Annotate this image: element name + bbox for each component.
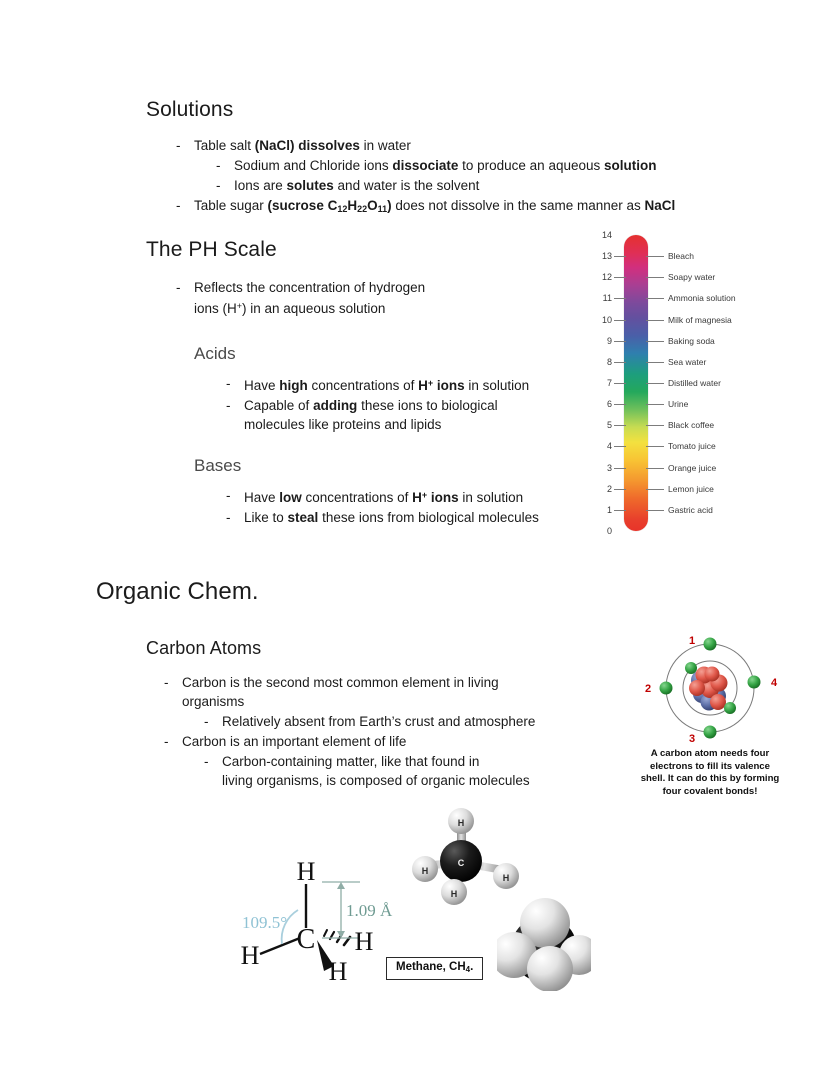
ph-tick-right [646, 298, 664, 299]
ph-substance-label: Black coffee [668, 420, 715, 431]
ph-substance-label: Tomato juice [668, 441, 716, 452]
valence-number-3: 3 [688, 733, 696, 745]
bullet-dash: - [176, 280, 181, 295]
ph-axis-number: 8 [606, 356, 612, 367]
list-item [164, 673, 616, 711]
ph-substance-label: Bleach [668, 251, 694, 262]
list-item [176, 196, 746, 219]
ph-tick-left [614, 383, 626, 384]
carbon-label: C [457, 858, 465, 868]
bullet-text: Have low concentrations of H+ ions in solution [244, 490, 524, 505]
ph-tick-left [614, 489, 626, 490]
bullet-text: Have high concentrations of H+ ions in solution [244, 378, 530, 393]
ph-scale-heading: The PH Scale [146, 238, 277, 261]
caption-line: electrons to fill its valence [650, 760, 770, 772]
ph-tick-right [646, 362, 664, 363]
ph-tick-right [646, 256, 664, 257]
bullet-dash: - [216, 158, 221, 173]
bullet-text: Carbon is an important element of life [182, 734, 407, 749]
subsection-carbon-atoms [146, 638, 616, 790]
methane-label-box [386, 957, 483, 980]
ph-tick-right [646, 489, 664, 490]
ph-tick-left [614, 468, 626, 469]
list-item [226, 508, 566, 527]
ph-axis-number: 1 [606, 504, 612, 515]
ph-axis-number: 12 [601, 272, 612, 283]
intro-line-1: Reflects the concentration of hydrogen [194, 280, 426, 295]
ph-axis-number: 9 [606, 335, 612, 346]
ph-axis-number: 7 [606, 378, 612, 388]
ph-tick-right [646, 468, 664, 469]
ph-tick-left [614, 341, 626, 342]
ph-tick-left [614, 510, 626, 511]
ph-substance-label: Milk of magnesia [668, 314, 732, 325]
bullet-dash: - [176, 138, 181, 153]
bullet-dash: - [226, 398, 231, 413]
bases-group [194, 456, 566, 527]
ph-tick-left [614, 425, 626, 426]
bullet-text: Sodium and Chloride ions dissociate to produce an aqueous solution [234, 158, 657, 173]
valence-electron-icon-3 [704, 726, 717, 739]
list-item [216, 176, 746, 195]
ph-axis-number: 6 [606, 399, 612, 410]
bullet-dash: - [176, 198, 181, 213]
ph-tick-right [646, 425, 664, 426]
ph-tick-right [646, 383, 664, 384]
ph-substance-label: Gastric acid [668, 504, 713, 515]
methane-structural-formula [238, 840, 408, 980]
atom-h-bottom: H [328, 957, 348, 980]
bullet-dash: - [204, 754, 209, 769]
list-item [204, 752, 616, 790]
bullet-dash: - [226, 376, 231, 391]
ph-axis-number: 4 [606, 441, 612, 452]
list-item [226, 486, 566, 507]
methane-space-filling-model [497, 897, 591, 991]
hydrogen-label: H [450, 889, 458, 899]
section-ph-scale [146, 238, 566, 527]
valence-electron-icon-2 [660, 682, 673, 695]
atom-h-top: H [296, 857, 316, 886]
ph-substance-label: Orange juice [668, 462, 717, 473]
ph-axis-number: 0 [606, 526, 612, 536]
section-organic-chem [96, 578, 616, 606]
bullet-dash: - [226, 488, 231, 503]
ph-axis-number: 11 [602, 293, 612, 304]
methane-ball-and-stick-model [412, 806, 520, 906]
bullet-dash: - [164, 734, 169, 749]
list-item [176, 136, 746, 155]
nucleus-icon [689, 667, 728, 711]
ph-axis-number: 2 [606, 483, 612, 494]
caption-line: A carbon atom needs four [650, 748, 770, 759]
list-item [226, 374, 566, 395]
list-item [164, 732, 616, 751]
bullet-text: Carbon is the second most common element in living organisms [182, 675, 499, 709]
ph-substance-label: Distilled water [668, 378, 721, 388]
valence-number-1: 1 [688, 635, 696, 647]
bullet-dash: - [226, 510, 231, 525]
solutions-heading: Solutions [146, 98, 234, 121]
ph-axis-number: 3 [606, 462, 612, 473]
bullet-text: Carbon-containing matter, like that found in living organisms, is composed of organic molecules [222, 754, 530, 788]
bullet-text [194, 278, 566, 318]
bullet-text: Ions are solutes and water is the solvent [234, 178, 480, 193]
bullet-text: Table salt (NaCl) dissolves in water [194, 138, 411, 153]
ph-substance-label: Lemon juice [668, 483, 714, 494]
hydrogen-label: H [457, 818, 465, 828]
organic-chem-heading: Organic Chem. [96, 578, 259, 605]
acids-subheading: Acids [194, 344, 236, 363]
list-item [226, 396, 566, 434]
hydrogen-label: H [421, 866, 429, 876]
bullet-text: Table sugar (sucrose $C_{12}H_{22}O_{11}$) does not dissolve in the same manner as NaCl [194, 198, 676, 214]
bullet-dash: - [204, 714, 209, 729]
atom-h-right: H [354, 927, 374, 956]
caption-line: four covalent bonds! [662, 785, 758, 797]
ph-gradient-bar [624, 235, 648, 531]
ph-tick-right [646, 446, 664, 447]
ph-tick-right [646, 404, 664, 405]
ph-scale-diagram [592, 228, 774, 540]
ph-substance-label: Ammonia solution [668, 293, 736, 304]
ph-axis-number: 14 [601, 230, 612, 240]
ph-substance-label: Sea water [668, 356, 707, 367]
carbon-atom-diagram [622, 632, 798, 797]
intro-line-2: ions (H+) in an aqueous solution [194, 301, 386, 316]
ph-tick-left [614, 256, 626, 257]
ph-tick-left [614, 277, 626, 278]
space-filling-svg [497, 897, 591, 991]
ph-axis-number: 5 [606, 420, 612, 431]
methane-structure-svg [238, 840, 408, 980]
atom-h-left: H [240, 941, 260, 970]
list-item [204, 712, 616, 731]
caption-line: shell. It can do this by forming [640, 773, 780, 785]
ph-tick-right [646, 341, 664, 342]
list-item [176, 278, 566, 318]
hydrogen-label: H [502, 873, 510, 883]
ph-tick-right [646, 277, 664, 278]
ph-tick-left [614, 446, 626, 447]
ball-stick-svg [412, 806, 520, 906]
bullet-dash: - [164, 675, 169, 690]
ph-tick-left [614, 404, 626, 405]
carbon-atom-svg [622, 632, 798, 748]
ph-tick-left [614, 362, 626, 363]
bond-length-label: 1.09 Å [346, 901, 393, 920]
bullet-text: Relatively absent from Earth’s crust and atmosphere [222, 714, 536, 729]
valence-number-2: 2 [644, 683, 652, 695]
bond-left-icon [260, 938, 300, 954]
inner-electron-icon [685, 662, 697, 674]
bullet-text: Like to steal these ions from biological molecules [244, 510, 539, 525]
atom-c-center: C [296, 924, 316, 955]
hydrogen-sphere-icon [527, 946, 573, 991]
valence-number-4: 4 [770, 677, 778, 689]
ph-substance-label: Soapy water [668, 272, 716, 283]
list-item [216, 156, 746, 175]
ph-tick-left [614, 298, 626, 299]
inner-electron-icon [724, 702, 736, 714]
ph-axis-number: 10 [601, 314, 612, 325]
valence-electron-icon-4 [748, 676, 761, 689]
acids-group [194, 344, 566, 434]
ph-tick-right [646, 320, 664, 321]
ph-tick-right [646, 510, 664, 511]
carbon-atoms-subheading: Carbon Atoms [146, 638, 262, 658]
bond-angle-label: 109.5° [242, 913, 288, 932]
carbon-atom-caption [622, 748, 798, 798]
ph-substance-label: Urine [668, 399, 689, 410]
ph-axis-number: 13 [601, 251, 612, 262]
bullet-dash: - [216, 178, 221, 193]
bullet-text: Capable of adding these ions to biological molecules like proteins and lipids [244, 398, 498, 432]
methane-label-text: Methane, $CH_4$. [396, 961, 474, 974]
ph-tick-left [614, 320, 626, 321]
section-solutions [146, 98, 746, 219]
valence-electron-icon-1 [704, 638, 717, 651]
ph-substance-label: Baking soda [668, 335, 715, 346]
bases-subheading: Bases [194, 456, 242, 475]
